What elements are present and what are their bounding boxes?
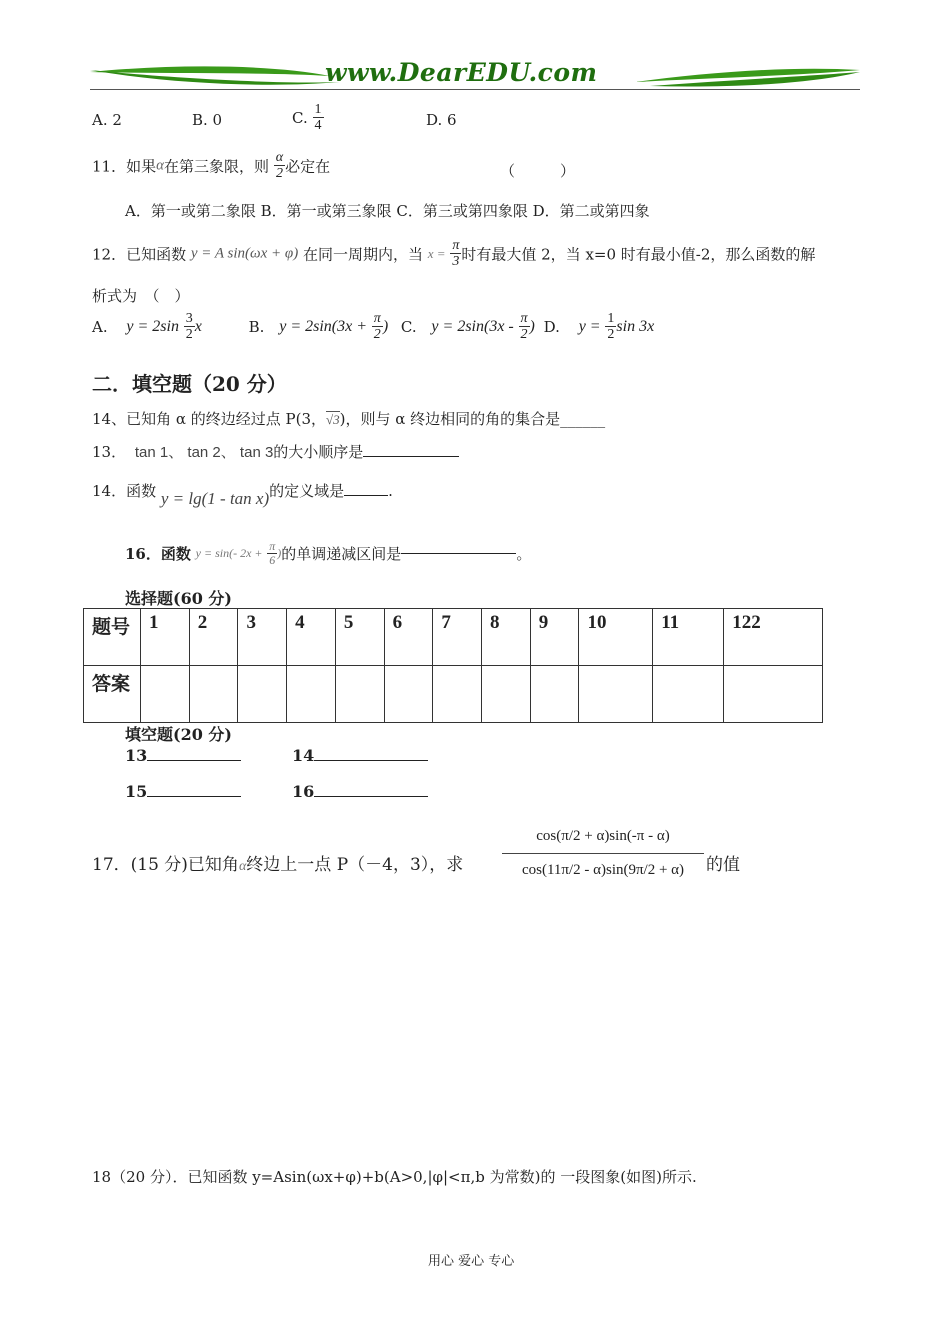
q11-number: 11．如果 [92,157,157,176]
q12-option-c-expr: y = 2sin(3x - [431,317,514,335]
q12-text3: 时有最大值 2，当 x=0 时有最小值-2，那么函数的解 [461,245,816,264]
q11-frac-num: α [275,150,284,165]
q13 [92,441,459,462]
q11-text2: 必定在 [285,157,331,176]
answer-table-answer-row [84,666,823,723]
q12-option-c-label: C. [400,317,417,336]
table-answer-cell[interactable] [530,666,579,723]
q12-text1: 12．已知函数 [92,245,187,264]
q11-paren: （ ） [500,162,576,180]
table-question-number-cell: 6 [384,609,433,666]
fill-13-blank[interactable] [147,760,241,761]
q14b-blank[interactable] [344,495,388,496]
table-question-number-cell: 122 [724,609,823,666]
table-question-number-cell: 5 [335,609,384,666]
fill-16-blank[interactable] [314,796,428,797]
table-answer-cell[interactable] [433,666,482,723]
q11-fraction [274,150,285,182]
q10-option-c [292,102,324,134]
q16-blank[interactable] [401,553,516,554]
q17-fraction [502,828,704,879]
q10-option-b: B. 0 [192,111,223,129]
fill-16 [292,782,428,801]
q12-c-den: 2 [520,327,528,343]
q12-option-d-frac [605,311,616,343]
table-question-number-cell: 4 [287,609,336,666]
q12-x-fraction [450,238,461,270]
q11-alpha: α [156,157,164,174]
section2-title: 二．填空题（20 分） [92,372,287,396]
table-answer-cell[interactable] [724,666,823,723]
q14b [92,480,393,508]
fill-13 [125,746,241,765]
q12-a-den: 2 [185,327,193,343]
q10-c-label: C. [292,108,308,127]
q11-text1: 在第三象限，则 [163,157,269,176]
q16-fraction [267,540,277,567]
q13-expr: tan 1、 tan 2、 tan 3 [134,444,274,461]
fill-15-blank[interactable] [147,796,241,797]
q16-expr: y = sin(- 2x + [195,546,263,561]
q12-d-num: 1 [607,311,615,326]
fill-15 [125,782,241,801]
q16-den: 6 [269,553,276,568]
q12-option-d-sin: sin 3x [616,317,655,335]
q17-numerator: cos(π/2 + α)sin(-π - α) [502,828,704,854]
q14b-text2: 的定义域是 [269,482,345,500]
q10-c-num: 1 [314,102,322,117]
q17-text1: 17．(15 分)已知角 [92,855,239,875]
q12-x-den: 3 [452,254,460,270]
table-question-number-cell: 10 [579,609,653,666]
q12-b-den: 2 [373,327,381,343]
table-question-number-cell: 7 [433,609,482,666]
q10-option-d: D. 6 [426,111,457,129]
q10-c-den: 4 [314,118,322,134]
q13-blank[interactable] [363,456,459,457]
q12-option-b-label: B. [248,317,265,336]
fill-14-label: 14 [292,746,315,765]
q12-c-num: π [520,311,528,326]
q11-options: A．第一或第二象限 B．第一或第三象限 C．第三或第四象限 D．第二或第四象 [125,202,650,220]
q14a [92,408,605,429]
q16-period: 。 [516,545,532,564]
q12-text4: 析式为 （ ） [92,287,190,305]
header-rule [90,89,860,90]
table-question-number-cell: 8 [482,609,531,666]
q12-option-b-close: ) [382,317,389,335]
table-question-number-cell: 2 [189,609,238,666]
table-answer-cell[interactable] [189,666,238,723]
fill-13-label: 13 [125,746,148,765]
answer-table [83,608,823,723]
fill-section-title: 填空题(20 分) [125,725,232,744]
table-answer-cell[interactable] [579,666,653,723]
fill-14-blank[interactable] [314,760,428,761]
q16 [125,540,531,567]
q11-frac-den: 2 [275,166,283,182]
table-answer-cell[interactable] [287,666,336,723]
table-label-question-number: 题号 [84,609,141,666]
q16-text1: 16．函数 [125,545,191,564]
table-answer-cell[interactable] [384,666,433,723]
q16-close: ) [277,546,282,561]
fill-16-label: 16 [292,782,315,801]
q18: 18（20 分）．已知函数 y=Asin(ωx+φ)+b(A>0,|φ|<π,b 为常数)的 一段图象(如图)所示. [92,1168,697,1186]
q14a-text1: 14、已知角 α 的终边经过点 P(3， [92,410,327,428]
site-name: www.DearEDU.com [325,58,598,87]
answer-table-header-row [84,609,823,666]
q14a-sqrt: √3 [326,412,340,427]
table-question-number-cell: 1 [141,609,190,666]
table-answer-cell[interactable] [653,666,724,723]
q17-stem [92,850,463,875]
table-question-number-cell: 9 [530,609,579,666]
q12-x-num: π [452,238,460,253]
q10-c-fraction [313,102,324,134]
q14b-expr: y = lg(1 - tan x) [160,489,270,508]
q12-x-eq: x = [427,245,446,261]
table-answer-cell[interactable] [335,666,384,723]
q12-option-b-frac [372,311,383,343]
table-question-number-cell: 3 [238,609,287,666]
q17-denominator: cos(11π/2 - α)sin(9π/2 + α) [521,862,685,878]
q17-text3: 的值 [706,855,740,875]
q12-option-d-label: D. [543,317,560,336]
q12-function: y = A sin(ωx + φ) [190,245,299,262]
q12-b-num: π [373,311,381,326]
q16-num: π [269,539,276,553]
q12-option-a-frac [184,311,195,343]
header-logo [90,58,860,92]
fill-15-label: 15 [125,782,148,801]
q13-number: 13． [92,443,127,461]
q14a-text2: )，则与 α 终边相同的角的集合是______ [339,410,606,428]
q14b-text1: 14．函数 [92,482,157,500]
q10-option-a: A. 2 [92,111,122,129]
table-answer-cell[interactable] [141,666,190,723]
q11-stem [92,150,330,182]
table-answer-cell[interactable] [482,666,531,723]
q12-option-a-x: x [194,317,202,335]
q12-option-c-frac [519,311,530,343]
choice-section-title: 选择题(60 分) [125,589,232,608]
q14b-period: . [388,482,393,500]
q17-text2: 终边上一点 P（－4，3），求 [246,855,464,875]
q12-a-num: 3 [185,311,193,326]
q12-option-d-expr: y = [578,317,601,335]
q12-text2: 在同一周期内，当 [302,245,423,264]
q12-stem [92,238,815,270]
q16-text2: 的单调递减区间是 [281,545,402,564]
table-question-number-cell: 11 [653,609,724,666]
q13-text: 的大小顺序是 [273,443,364,461]
q12-option-a-label: A. [92,317,108,336]
q12-d-den: 2 [607,327,615,343]
table-label-answer: 答案 [84,666,141,723]
q17-alpha: α [238,859,247,874]
q12-option-b-expr: y = 2sin(3x + [279,317,368,335]
q12-option-c-close: ) [529,317,535,335]
table-answer-cell[interactable] [238,666,287,723]
q12-option-a-expr: y = 2sin [126,317,179,335]
footer-text: 用心 爱心 专心 [428,1254,515,1269]
q12-options [92,311,654,343]
fill-14 [292,746,428,765]
